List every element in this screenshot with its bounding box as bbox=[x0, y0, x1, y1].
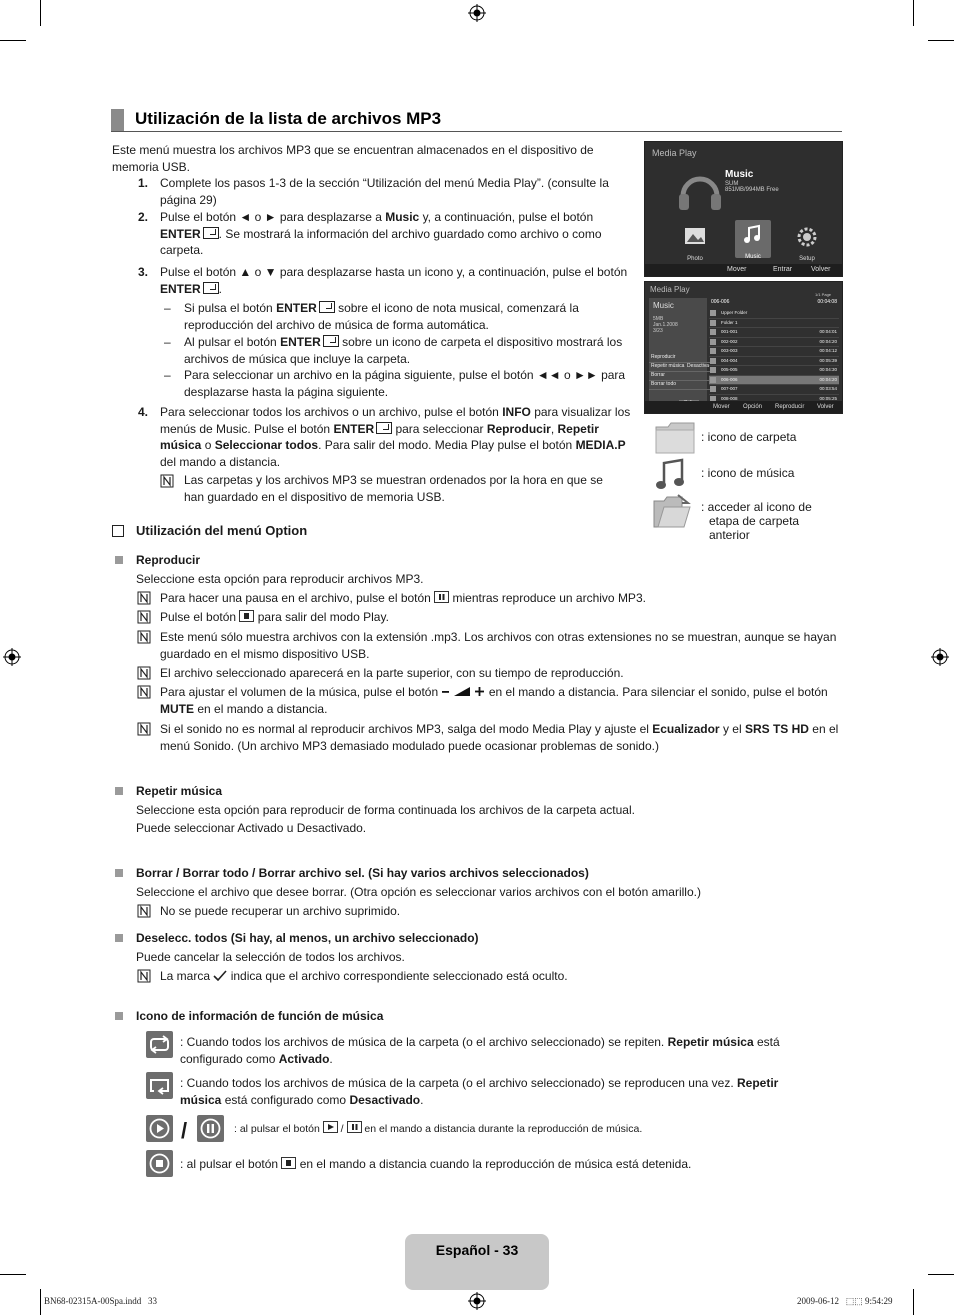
stop-button-icon bbox=[239, 610, 254, 622]
menu-item[interactable]: Borrar todo bbox=[649, 381, 711, 390]
borrar-note: No se puede recuperar un archivo suprimido. bbox=[160, 904, 401, 918]
page-info: 1/1 Page bbox=[815, 292, 832, 297]
reproducir-note-4: El archivo seleccionado aparecerá en la parte superior, con su tiempo de reproducción. bbox=[160, 666, 624, 680]
left-panel bbox=[649, 298, 707, 408]
file-name: 001-001 bbox=[721, 329, 738, 334]
nav-bar bbox=[645, 264, 842, 276]
repetir-line-2: Puede seleccionar Activado u Desactivado. bbox=[136, 821, 367, 835]
file-row[interactable] bbox=[709, 328, 839, 338]
storage-name: SUM bbox=[725, 181, 739, 187]
play-status-icon bbox=[146, 1115, 173, 1142]
stop-status-text: : al pulsar el botón en el mando a distancia cuando la reproducción de música está detenida. bbox=[180, 1157, 692, 1171]
music-note-icon bbox=[710, 329, 716, 335]
footer-date: 2009-06-12 ⬚⬚ 9:54:29 bbox=[797, 1296, 893, 1306]
file-time: 00:04:20 bbox=[819, 376, 837, 382]
dash: – bbox=[164, 335, 171, 349]
nav-back: Volver bbox=[817, 404, 834, 410]
registration-mark-icon bbox=[931, 648, 949, 666]
registration-mark-icon bbox=[468, 1292, 486, 1310]
file-name: 008-008 bbox=[721, 395, 738, 401]
file-row[interactable] bbox=[709, 338, 839, 348]
note-icon bbox=[160, 474, 174, 488]
music-note-icon bbox=[710, 348, 716, 354]
deselecc-note: La marca indica que el archivo correspondiente seleccionado está oculto. bbox=[160, 969, 568, 983]
file-row[interactable] bbox=[709, 385, 839, 395]
step-3-dash-1: Si pulsa el botón ENTER sobre el icono de nota musical, comenzará la reproducción del archivo de música de forma automática. bbox=[184, 301, 579, 332]
enter-icon bbox=[203, 227, 219, 239]
file-row[interactable] bbox=[709, 357, 839, 367]
pause-button-icon bbox=[434, 591, 449, 603]
page-number-tab bbox=[405, 1234, 549, 1290]
step-number: 4. bbox=[138, 405, 149, 419]
crop-mark bbox=[913, 0, 914, 26]
folder-up-icon bbox=[652, 493, 692, 529]
step-2-text: Pulse el botón ◄ o ► para desplazarse a Music y, a continuación, pulse el botón ENTER . Se mostrará la información del archivo guardado como archivo o como carpeta. bbox=[160, 210, 602, 258]
reproducir-note-2: Pulse el botón para salir del modo Play. bbox=[160, 610, 389, 624]
crop-mark bbox=[913, 1289, 914, 1315]
option-menu bbox=[649, 354, 711, 408]
music-note-icon bbox=[710, 367, 716, 373]
file-time: 00:04:20 bbox=[819, 338, 837, 344]
file-time: 00:05:25 bbox=[819, 395, 837, 401]
nav-move: Mover bbox=[727, 266, 747, 273]
file-row[interactable] bbox=[709, 319, 839, 329]
folder-icon bbox=[654, 421, 696, 455]
headphones-icon bbox=[675, 166, 725, 214]
note-icon bbox=[137, 722, 151, 736]
footer-file: BN68-02315A-00Spa.indd 33 bbox=[44, 1296, 157, 1306]
reproducir-heading: Reproducir bbox=[136, 553, 201, 567]
deselecc-desc: Puede cancelar la selección de todos los archivos. bbox=[136, 950, 405, 964]
stop-status-icon bbox=[146, 1150, 173, 1177]
tile-label: Setup bbox=[799, 255, 815, 262]
page-label: Español - 33 bbox=[435, 1242, 519, 1258]
folder-icon bbox=[710, 320, 716, 326]
repeat-off-icon bbox=[146, 1072, 173, 1099]
legend-back-line2: etapa de carpeta bbox=[709, 514, 800, 528]
file-row[interactable] bbox=[709, 376, 839, 386]
deselecc-heading: Deselecc. todos (Si hay, al menos, un archivo seleccionado) bbox=[136, 931, 479, 945]
reproducir-note-5: Para ajustar el volumen de la música, pulse el botón en el mando a distancia. Para silenciar el sonido, pulse el botón MUTE en el mando a distancia. bbox=[160, 685, 828, 716]
reproducir-note-6: Si el sonido no es normal al reproducir archivos MP3, salga del modo Media Play y ajuste el Ecualizador y el SRS TS HD en el menú Sonido. (Un archivo MP3 demasiado modulado puede ocasionar problemas de sonido.) bbox=[160, 722, 839, 753]
repetir-heading: Repetir música bbox=[136, 784, 223, 798]
reproducir-note-3: Este menú sólo muestra archivos con la extensión .mp3. Los archivos con otras extensiones no se muestran, aunque se hayan guardado en el mismo dispositivo USB. bbox=[160, 630, 837, 661]
note-icon bbox=[137, 685, 151, 699]
borrar-heading: Borrar / Borrar todo / Borrar archivo sel. (Si hay varios archivos seleccionados) bbox=[136, 866, 589, 880]
play-status-text: : al pulsar el botón / en el mando a distancia durante la reproducción de música. bbox=[234, 1123, 643, 1135]
storage-free: 851MB/994MB Free bbox=[725, 187, 779, 193]
volume-icon bbox=[442, 686, 486, 697]
tile-setup[interactable] bbox=[791, 224, 823, 262]
file-time: 00:04:30 bbox=[819, 367, 837, 372]
bullet-square bbox=[115, 934, 123, 942]
note-icon bbox=[137, 591, 151, 605]
crop-mark bbox=[928, 40, 954, 41]
file-row[interactable] bbox=[709, 366, 839, 376]
file-name: 003-003 bbox=[721, 348, 738, 353]
file-row[interactable] bbox=[709, 309, 839, 319]
file-index: 3/23 bbox=[653, 328, 663, 334]
file-name: 006-006 bbox=[721, 376, 738, 382]
legend-back-line1: : acceder al icono de bbox=[701, 500, 812, 514]
stop-button-icon bbox=[281, 1157, 296, 1169]
tile-label: Music bbox=[745, 253, 761, 260]
enter-icon bbox=[203, 282, 219, 294]
menu-item[interactable]: Borrar bbox=[649, 372, 711, 381]
enter-icon bbox=[376, 422, 392, 434]
music-note-icon bbox=[654, 457, 688, 491]
note-icon bbox=[137, 666, 151, 680]
bullet-square bbox=[115, 787, 123, 795]
file-time: 00:05:39 bbox=[819, 357, 837, 363]
file-time: 00:04:12 bbox=[819, 348, 837, 353]
legend-back-line3: anterior bbox=[709, 528, 750, 542]
play-button-icon bbox=[323, 1121, 338, 1133]
file-size: 5MB bbox=[653, 316, 664, 322]
tile-music[interactable] bbox=[735, 220, 771, 258]
file-date: Jan.1.2008 bbox=[653, 322, 678, 328]
enter-icon bbox=[323, 335, 339, 347]
file-time: 00:04:01 bbox=[819, 329, 837, 334]
pause-status-icon bbox=[197, 1115, 224, 1142]
screen-title: Media Play bbox=[650, 285, 690, 294]
crop-mark bbox=[0, 1274, 26, 1275]
panel-label: Music bbox=[653, 301, 674, 310]
file-row[interactable] bbox=[709, 347, 839, 357]
music-note-icon bbox=[710, 358, 716, 364]
intro-text: Este menú muestra los archivos MP3 que se encuentran almacenados en el dispositivo de memoria USB. bbox=[112, 143, 594, 174]
menu-item[interactable]: Repetir música Desactiva bbox=[649, 363, 711, 372]
dash: – bbox=[164, 301, 171, 315]
bullet-square bbox=[115, 556, 123, 564]
step-number: 2. bbox=[138, 210, 149, 224]
pause-button-icon bbox=[347, 1121, 362, 1133]
note-icon bbox=[137, 630, 151, 644]
icono-info-heading: Icono de información de función de música bbox=[136, 1009, 384, 1023]
step-number: 1. bbox=[138, 176, 149, 190]
note-icon bbox=[137, 904, 151, 918]
note-icon bbox=[137, 610, 151, 624]
step-4-note: Las carpetas y los archivos MP3 se muestran ordenados por la hora en que se han guardado en el dispositivo de memoria USB. bbox=[184, 473, 603, 504]
file-name: 007-007 bbox=[721, 386, 738, 391]
step-3-dash-2: Al pulsar el botón ENTER sobre un icono de carpeta el dispositivo mostrará los archivos de música que incluye la carpeta. bbox=[184, 335, 623, 366]
nav-bar bbox=[645, 401, 842, 413]
step-number: 3. bbox=[138, 265, 149, 279]
file-name: Folder 1 bbox=[721, 319, 738, 325]
reproducir-desc: Seleccione esta opción para reproducir archivos MP3. bbox=[136, 572, 424, 586]
folder-icon bbox=[710, 310, 716, 316]
media-play-home-screenshot bbox=[644, 141, 843, 277]
step-3-text: Pulse el botón ▲ o ▼ para desplazarse hasta un icono y, a continuación, pulse el botón ENTER . bbox=[160, 265, 628, 296]
repeat-on-text: : Cuando todos los archivos de música de la carpeta (o el archivo seleccionado) se repiten. Repetir música está configurado como Activado. bbox=[180, 1035, 780, 1066]
music-list-screenshot bbox=[644, 281, 843, 414]
legend-music-label: : icono de música bbox=[701, 466, 795, 480]
menu-item[interactable]: Reproducir bbox=[649, 354, 711, 363]
slash-separator: / bbox=[181, 1118, 188, 1143]
crop-mark bbox=[40, 0, 41, 26]
file-time: 00:03:54 bbox=[819, 386, 837, 391]
registration-mark-icon bbox=[3, 648, 21, 666]
nav-back: Volver bbox=[811, 266, 831, 273]
screen-title: Media Play bbox=[652, 148, 697, 158]
option-heading: Utilización del menú Option bbox=[136, 523, 308, 538]
crop-mark bbox=[0, 40, 26, 41]
crop-mark bbox=[40, 1289, 41, 1315]
music-note-icon bbox=[710, 386, 716, 392]
checkmark-icon bbox=[213, 970, 227, 981]
repetir-line-1: Seleccione esta opción para reproducir de forma continuada los archivos de la carpeta actual. bbox=[136, 803, 635, 817]
crop-mark bbox=[928, 1274, 954, 1275]
nav-move: Mover bbox=[713, 404, 730, 410]
note-icon bbox=[137, 969, 151, 983]
step-4-text: Para seleccionar todos los archivos o un archivo, pulse el botón INFO para visualizar los menús de Music. Pulse el botón ENTER para seleccionar Reproducir, Repetir música o Seleccionar todos. Para salir del modo. Media Play pulse el botón MEDIA.P del mando a distancia. bbox=[160, 405, 631, 469]
file-list bbox=[709, 309, 839, 404]
step-3-dash-3: Para seleccionar un archivo en la página siguiente, pulse el botón ◄◄ o ►► para desplazarse hasta la página siguiente. bbox=[184, 368, 626, 399]
step-1-text: Complete los pasos 1-3 de la sección “Utilización del menú Media Play”. (consulte la página 29) bbox=[160, 176, 609, 207]
music-label: Music bbox=[725, 169, 754, 180]
legend-folder-label: : icono de carpeta bbox=[701, 430, 797, 444]
bullet-square bbox=[115, 1012, 123, 1020]
tile-photo[interactable] bbox=[679, 224, 711, 262]
section-title: Utilización de la lista de archivos MP3 bbox=[135, 109, 442, 128]
file-name: Upper Folder bbox=[721, 310, 748, 315]
reproducir-note-1: Para hacer una pausa en el archivo, pulse el botón mientras reproduce un archivo MP3. bbox=[160, 591, 646, 605]
section-title-bar bbox=[111, 107, 842, 132]
tile-label: Photo bbox=[687, 255, 703, 262]
repeat-on-icon bbox=[146, 1031, 173, 1058]
music-note-icon bbox=[735, 220, 771, 248]
nav-enter: Entrar bbox=[773, 266, 793, 273]
gear-icon bbox=[791, 224, 823, 250]
borrar-desc: Seleccione el archivo que desee borrar. (Otra opción es seleccionar varios archivos con el botón amarillo.) bbox=[136, 885, 701, 899]
nav-option: Opción bbox=[743, 404, 763, 410]
repeat-off-text: : Cuando todos los archivos de música de la carpeta (o el archivo seleccionado) se reproducen una vez. Repetir música está configurado como Desactivado. bbox=[180, 1076, 779, 1107]
registration-mark-icon bbox=[468, 4, 486, 22]
enter-icon bbox=[319, 301, 335, 313]
checkbox-icon bbox=[112, 525, 124, 537]
file-name: 002-002 bbox=[721, 338, 738, 344]
now-playing: 006-006 00:04:08 bbox=[711, 299, 837, 305]
title-marker bbox=[111, 109, 124, 131]
music-note-icon bbox=[710, 377, 716, 383]
file-name: 005-005 bbox=[721, 367, 738, 372]
dash: – bbox=[164, 368, 171, 382]
photo-icon bbox=[679, 224, 711, 250]
bullet-square bbox=[115, 869, 123, 877]
file-name: 004-004 bbox=[721, 357, 738, 363]
music-note-icon bbox=[710, 339, 716, 345]
nav-play: Reproducir bbox=[775, 404, 805, 410]
